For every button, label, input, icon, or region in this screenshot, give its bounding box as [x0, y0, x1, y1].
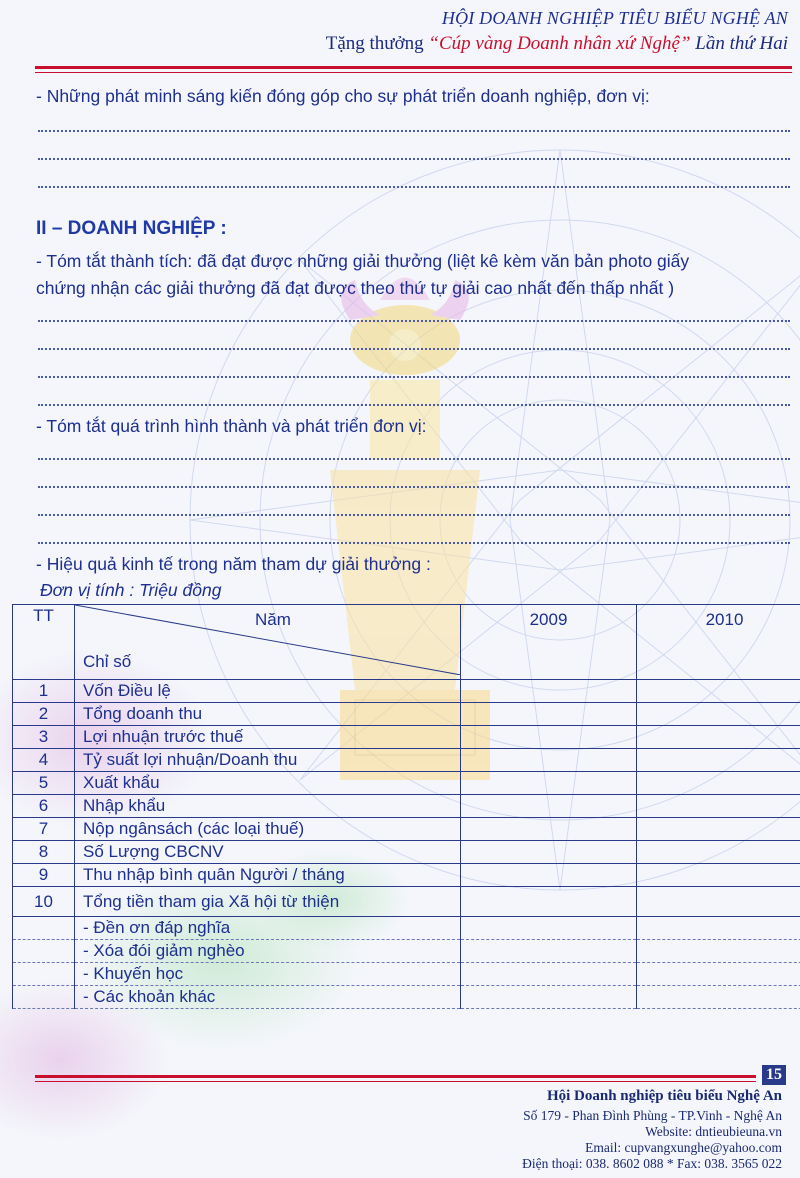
inventions-label: - Những phát minh sáng kiến đóng góp cho sự phát triển doanh nghiệp, đơn vị:: [36, 86, 650, 106]
year-index-header-cell: [75, 605, 461, 680]
header-rule-thick: [35, 66, 792, 69]
fill-line[interactable]: [38, 376, 790, 378]
row-label: Lợi nhuận trước thuế: [75, 726, 461, 749]
row-number: 5: [13, 772, 75, 795]
achievements-label-line2: chứng nhận các giải thưởng đã đạt được theo thứ tự giải cao nhất đến thấp nhất ): [36, 278, 675, 298]
indicator-table-wrap: [12, 604, 800, 1020]
table-row: [13, 887, 800, 917]
table-row: [13, 703, 800, 726]
value-cell-2009[interactable]: [461, 887, 637, 917]
value-cell-2009[interactable]: [461, 680, 637, 703]
award-prefix: Tặng thưởng: [325, 33, 424, 54]
section-title-enterprise: II – DOANH NGHIỆP :: [36, 218, 227, 239]
row-number: 10: [13, 887, 75, 917]
org-header-title: HỘI DOANH NGHIỆP TIÊU BIỂU NGHỆ AN: [441, 8, 788, 28]
award-name: “Cúp vàng Doanh nhân xứ Nghệ”: [428, 33, 691, 54]
fill-line[interactable]: [38, 158, 790, 160]
footer-address: Số 179 - Phan Đình Phùng - TP.Vinh - Nghệ An: [523, 1108, 782, 1123]
row-number: 8: [13, 841, 75, 864]
table-row: [13, 795, 800, 818]
fill-line[interactable]: [38, 486, 790, 488]
fill-line[interactable]: [38, 514, 790, 516]
col-index-header: Chỉ số: [83, 652, 132, 671]
subrow-label: - Khuyến học: [75, 963, 461, 986]
table-row: [13, 841, 800, 864]
row-label: Xuất khẩu: [75, 772, 461, 795]
value-cell-2009[interactable]: [461, 917, 637, 940]
row-label: Số Lượng CBCNV: [75, 841, 461, 864]
subrow-label: - Đền ơn đáp nghĩa: [75, 917, 461, 940]
award-subtitle: [326, 33, 788, 55]
fill-line[interactable]: [38, 320, 790, 322]
row-number: 7: [13, 818, 75, 841]
efficiency-label: - Hiệu quả kinh tế trong năm tham dự giải thưởng :: [36, 554, 431, 574]
row-number-empty: [13, 963, 75, 986]
fill-line[interactable]: [38, 130, 790, 132]
table-subrow: [13, 940, 800, 963]
table-row: [13, 818, 800, 841]
value-cell-2010[interactable]: [637, 940, 800, 963]
value-cell-2010[interactable]: [637, 887, 800, 917]
subrow-label: - Các khoản khác: [75, 986, 461, 1009]
col-tt-header: TT: [13, 605, 75, 680]
value-cell-2009[interactable]: [461, 772, 637, 795]
row-number: 9: [13, 864, 75, 887]
subrow-label: - Xóa đói giảm nghèo: [75, 940, 461, 963]
table-header-row: [13, 605, 800, 680]
row-label: Vốn Điều lệ: [75, 680, 461, 703]
fill-line[interactable]: [38, 542, 790, 544]
value-cell-2009[interactable]: [461, 841, 637, 864]
award-round: Lần thứ Hai: [695, 33, 788, 54]
row-number-empty: [13, 986, 75, 1009]
row-number: 1: [13, 680, 75, 703]
table-row: [13, 864, 800, 887]
row-label: Thu nhập bình quân Người / tháng: [75, 864, 461, 887]
row-label: Nhập khẩu: [75, 795, 461, 818]
value-cell-2009[interactable]: [461, 963, 637, 986]
value-cell-2009[interactable]: [461, 818, 637, 841]
footer-website: Website: dntieubieuna.vn: [645, 1124, 782, 1139]
achievements-label-line1: - Tóm tắt thành tích: đã đạt được những giải thưởng (liệt kê kèm văn bản photo giấy: [36, 251, 690, 271]
table-subrow: [13, 917, 800, 940]
footer-email: Email: cupvangxunghe@yahoo.com: [585, 1140, 782, 1155]
fill-line[interactable]: [38, 348, 790, 350]
value-cell-2010[interactable]: [637, 749, 800, 772]
history-label: - Tóm tắt quá trình hình thành và phát triển đơn vị:: [36, 416, 427, 436]
value-cell-2010[interactable]: [637, 772, 800, 795]
value-cell-2009[interactable]: [461, 703, 637, 726]
fill-line[interactable]: [38, 186, 790, 188]
unit-label: Đơn vị tính : Triệu đồng: [40, 580, 222, 600]
value-cell-2010[interactable]: [637, 703, 800, 726]
row-number: 6: [13, 795, 75, 818]
fill-line[interactable]: [38, 404, 790, 406]
value-cell-2009[interactable]: [461, 864, 637, 887]
row-label: Nộp ngânsách (các loại thuế): [75, 818, 461, 841]
row-number: 4: [13, 749, 75, 772]
value-cell-2010[interactable]: [637, 917, 800, 940]
col-year-header: Năm: [255, 610, 291, 629]
row-number-empty: [13, 940, 75, 963]
table-row: [13, 772, 800, 795]
indicator-table: [12, 604, 800, 1009]
year-header: 2009: [461, 605, 637, 680]
value-cell-2010[interactable]: [637, 680, 800, 703]
table-row: [13, 680, 800, 703]
value-cell-2009[interactable]: [461, 986, 637, 1009]
row-number: 2: [13, 703, 75, 726]
footer-rule-thick: [35, 1075, 756, 1078]
page-number: 15: [762, 1065, 786, 1085]
header-rule-thin: [35, 72, 792, 73]
value-cell-2010[interactable]: [637, 818, 800, 841]
value-cell-2009[interactable]: [461, 726, 637, 749]
value-cell-2009[interactable]: [461, 749, 637, 772]
year-header: 2010: [637, 605, 800, 680]
value-cell-2010[interactable]: [637, 726, 800, 749]
footer-phone: Điện thoại: 038. 8602 088 * Fax: 038. 3565 022: [522, 1156, 782, 1171]
value-cell-2010[interactable]: [637, 841, 800, 864]
row-label: Tỷ suất lợi nhuận/Doanh thu: [75, 749, 461, 772]
value-cell-2009[interactable]: [461, 795, 637, 818]
footer-rule-thin: [35, 1081, 756, 1082]
fill-line[interactable]: [38, 458, 790, 460]
row-number-empty: [13, 917, 75, 940]
value-cell-2010[interactable]: [637, 986, 800, 1009]
row-label: Tổng doanh thu: [75, 703, 461, 726]
value-cell-2009[interactable]: [461, 940, 637, 963]
table-row: [13, 749, 800, 772]
table-subrow: [13, 963, 800, 986]
table-row: [13, 726, 800, 749]
row-label: Tổng tiền tham gia Xã hội từ thiện: [75, 887, 461, 917]
table-subrow: [13, 986, 800, 1009]
footer-org-name: Hội Doanh nghiệp tiêu biểu Nghệ An: [546, 1088, 782, 1104]
value-cell-2010[interactable]: [637, 795, 800, 818]
value-cell-2010[interactable]: [637, 864, 800, 887]
value-cell-2010[interactable]: [637, 963, 800, 986]
row-number: 3: [13, 726, 75, 749]
